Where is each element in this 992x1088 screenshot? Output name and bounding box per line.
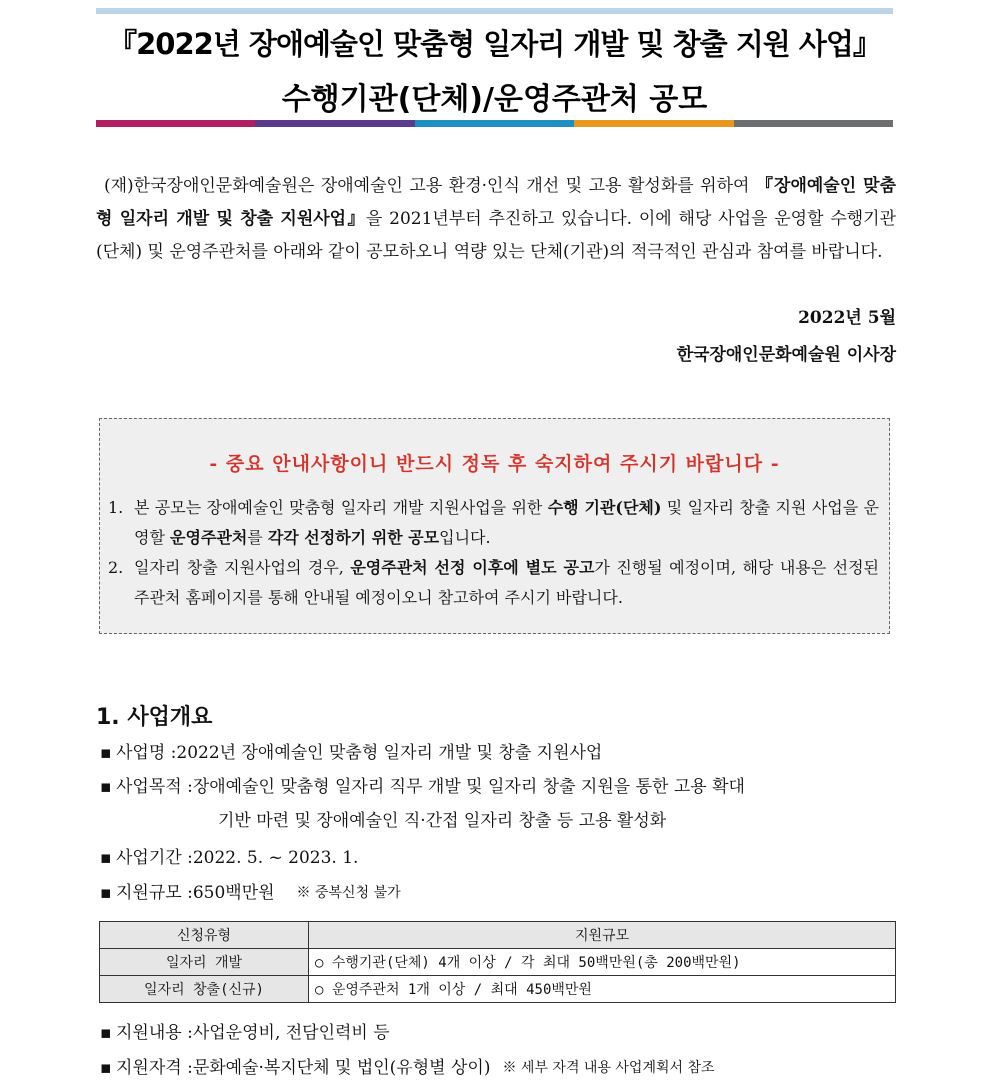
notice-item-1 — [108, 493, 879, 553]
support-scale-table — [99, 921, 896, 1003]
notice-heading: - 중요 안내사항이니 반드시 정독 후 숙지하여 주시기 바랍니다 - — [209, 453, 780, 475]
row-value: 2022년 장애예술인 맞춤형 일자리 개발 및 창출 지원사업 — [176, 743, 603, 763]
table-cell-amount: ○ 운영주관처 1개 이상 / 최대 450백만원 — [309, 976, 896, 1003]
notice-item-text — [134, 493, 879, 553]
top-accent-bar — [96, 8, 893, 14]
row-value: 2022. 5. ~ 2023. 1. — [192, 848, 359, 868]
color-stripe — [96, 120, 893, 127]
notice-text-part: 를 — [247, 528, 268, 547]
bullet-icon: ▪ — [100, 743, 112, 763]
notice-text-part: 입니다. — [439, 528, 491, 547]
bullet-icon: ▪ — [100, 848, 112, 868]
row-label: 사업명 : — [116, 743, 177, 763]
row-label: 지원자격 : — [116, 1058, 193, 1078]
notice-text-part: 일자리 창출 지원사업의 경우, — [134, 558, 351, 577]
purpose-line-1 — [100, 770, 745, 804]
qualification-note: ※ 세부 자격 내용 사업계획서 참조 — [502, 1060, 715, 1076]
overview-row-period — [100, 841, 358, 875]
section-title: 1. 사업개요 — [96, 705, 213, 730]
row-value: 사업운영비, 전담인력비 등 — [192, 1023, 390, 1043]
row-label: 사업기간 : — [116, 848, 193, 868]
notice-text-emphasis: 운영주관처 선정 이후에 별도 공고 — [350, 558, 595, 577]
color-stripe-segment — [96, 120, 255, 127]
overview-row-content — [100, 1016, 390, 1050]
bullet-icon: ▪ — [100, 1023, 112, 1043]
overview-row-name — [100, 736, 602, 770]
table-cell-amount: ○ 수행기관(단체) 4개 이상 / 각 최대 50백만원(총 200백만원) — [309, 949, 896, 976]
page-title-line2: 수행기관(단체)/운영주관처 공모 — [281, 82, 708, 117]
table-header-row — [100, 922, 896, 949]
intro-text-2: 을 2021년부터 추진하고 있습니다. 이에 해당 사업을 운영할 수행기관(단체) 및 운영주관처를 아래와 같이 공모하오니 역량 있는 단체(기관)의 적극적인 관심과 참여를 바랍니다. — [96, 209, 897, 262]
notice-item-number: 1. — [108, 498, 124, 517]
table-row — [100, 976, 896, 1003]
table-header: 지원규모 — [309, 922, 896, 949]
row-value: 장애예술인 맞춤형 일자리 직무 개발 및 일자리 창출 지원을 통한 고용 확대 — [192, 777, 745, 797]
notice-item-2 — [108, 553, 879, 613]
bullet-icon: ▪ — [100, 883, 112, 903]
overview-row-qualification — [100, 1051, 715, 1085]
notice-text-emphasis: 각각 선정하기 위한 공모 — [267, 528, 440, 547]
notice-text-emphasis: 수행 기관(단체) — [547, 498, 662, 517]
notice-list — [108, 493, 879, 613]
table-row — [100, 949, 896, 976]
table-header: 신청유형 — [100, 922, 309, 949]
color-stripe-segment — [415, 120, 574, 127]
notice-box — [99, 418, 890, 634]
page-title-line1: 『2022년 장애예술인 맞춤형 일자리 개발 및 창출 지원 사업』 — [108, 27, 881, 61]
color-stripe-segment — [574, 120, 733, 127]
notice-text-part: 및 일자리 창출 지원 사업을 운영할 — [134, 498, 879, 547]
notice-text-emphasis: 운영주관처 — [170, 528, 248, 547]
notice-text-part: 본 공모는 장애예술인 맞춤형 일자리 개발 지원사업을 위한 — [134, 498, 548, 517]
announcement-date: 2022년 5월 — [798, 308, 896, 328]
bullet-icon: ▪ — [100, 777, 112, 797]
notice-item-number: 2. — [108, 558, 124, 577]
row-label: 지원규모 : — [116, 883, 193, 903]
table-cell-type: 일자리 개발 — [100, 949, 309, 976]
table-cell-type: 일자리 창출(신규) — [100, 976, 309, 1003]
scale-note: ※ 중복신청 불가 — [296, 885, 401, 901]
row-value: 650백만원 — [192, 883, 275, 903]
overview-row-purpose — [100, 770, 745, 838]
intro-text-1: (재)한국장애인문화예술원은 장애예술인 고용 환경·인식 개선 및 고용 활성화를 위하여 — [104, 176, 756, 196]
signer: 한국장애인문화예술원 이사장 — [676, 345, 896, 365]
purpose-line-2: 기반 마련 및 장애예술인 직·간접 일자리 창출 등 고용 활성화 — [218, 811, 667, 831]
color-stripe-segment — [734, 120, 893, 127]
overview-row-scale — [100, 876, 401, 910]
notice-item-text — [134, 553, 879, 613]
intro-paragraph — [96, 170, 896, 269]
row-label: 지원내용 : — [116, 1023, 193, 1043]
row-label: 사업목적 : — [116, 777, 193, 797]
row-value: 문화예술·복지단체 및 법인(유형별 상이) — [192, 1058, 491, 1078]
notice-text-part: 가 진행될 예정이며, 해당 내용은 선정된 주관처 홈페이지를 통해 안내될 예정이오니 참고하여 주시기 바랍니다. — [134, 558, 880, 607]
bullet-icon: ▪ — [100, 1058, 112, 1078]
intro-project-name: 『장애예술인 맞춤형 일자리 개발 및 창출 지원사업』 — [96, 176, 897, 229]
color-stripe-segment — [255, 120, 414, 127]
